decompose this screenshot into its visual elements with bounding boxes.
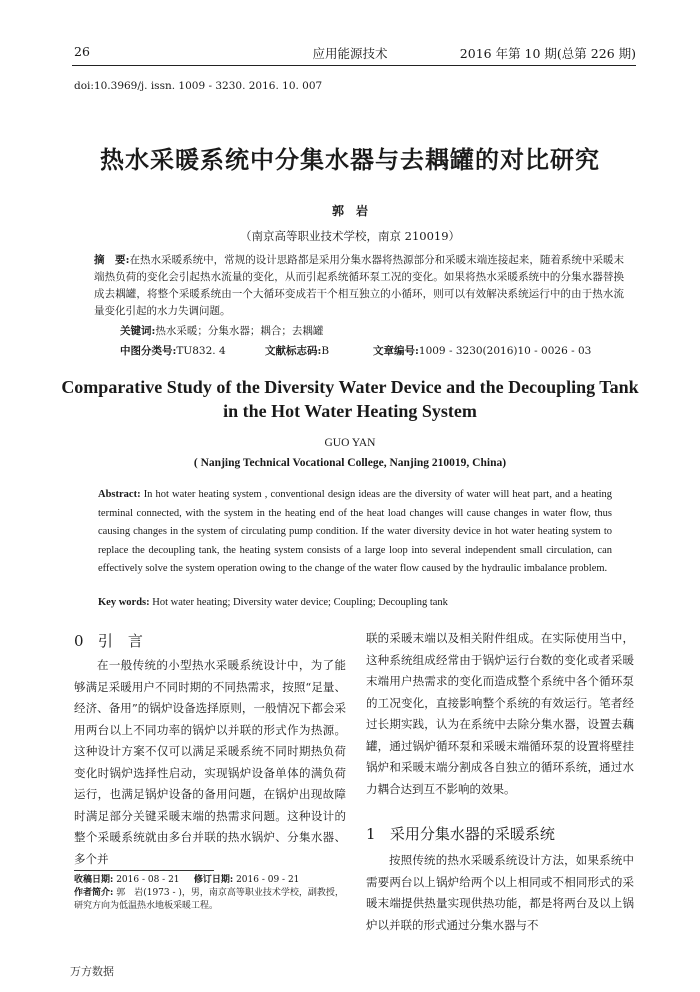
page-number: 26: [74, 44, 90, 59]
body-column-right-2: [366, 850, 634, 936]
abstract-en: [98, 486, 612, 579]
abstract-zh: [94, 252, 624, 320]
clc-label: 中图分类号:: [120, 345, 177, 357]
doc-code-value: B: [321, 345, 330, 357]
author-bio-text: 郭 岩(1973 - )，男，南京高等职业技术学校，副教授，研究方向为低温热水地板采暖工程。: [74, 888, 344, 911]
header-rule: [72, 65, 636, 66]
author-en: GUO YAN: [324, 437, 376, 449]
doi: doi:10.3969/j. issn. 1009 - 3230. 2016. 10. 007: [74, 80, 323, 92]
keywords-en-label: Key words:: [98, 597, 150, 608]
section-0-heading: [74, 630, 143, 651]
body-column-right: [366, 628, 634, 800]
footnote-rule: [74, 870, 214, 871]
journal-name: 应用能源技术: [312, 46, 388, 61]
section-1-heading: [366, 823, 555, 844]
revised-label: 修订日期:: [193, 875, 234, 885]
abstract-zh-label: 摘 要:: [94, 254, 130, 266]
keywords-zh-label: 关键词:: [120, 325, 156, 337]
issue-info: 2016 年第 10 期(总第 226 期): [459, 46, 636, 61]
footnote: [74, 874, 346, 913]
article-no-label: 文章编号:: [373, 345, 419, 357]
abstract-en-text: In hot water heating system , conventional design ideas are the diversity of water will heat part, and a heating terminal connected, with the system in the heating end of the heat load changes will cause changes in water flow, thus causing changes in the system of circulating pump condition. If the water diversity device in hot water heating system to replace the decoupling tank, the heating system consists of a large loop into several independent small circulation, can effectively solve the system operation owing to the change of the water flow caused by the hydraulic imbalance problem.: [98, 489, 612, 574]
received-value: 2016 - 08 - 21: [116, 875, 180, 885]
paper-title-zh: 热水采暖系统中分集水器与去耦罐的对比研究: [100, 145, 600, 174]
body-paragraph: 按照传统的热水采暖系统设计方法，如果系统中需要两台以上锅炉给两个以上相同或不相同形式的采暖末端提供热量实现供热功能，都是将两台及以上锅炉以并联的形式通过分集水器与不: [366, 853, 634, 932]
section-0-number: 0: [74, 632, 84, 650]
keywords-zh-text: 热水采暖；分集水器；耦合；去耦罐: [155, 325, 324, 337]
article-no-value: 1009 - 3230(2016)10 - 0026 - 03: [418, 345, 592, 357]
body-paragraph: 联的采暖末端以及相关附件组成。在实际使用当中，这种系统组成经常由于锅炉运行台数的变化或者采暖末端用户热需求的变化而造成整个系统中各个循环泵的工况变化，直接影响整个系统的有效运行。笔者经过长期实践，认为在系统中去除分集水器，设置去藕罐，通过锅炉循环泵和采暖末端循环泵的设置将壁挂锅炉和采暖末端分割成各自独立的循环系统，通过水力耦合达到互不影响的效果。: [366, 631, 634, 796]
classification-line: [120, 343, 591, 358]
section-1-title: 采用分集水器的采暖系统: [389, 825, 555, 843]
body-column-left: [74, 655, 346, 870]
body-paragraph: 在一般传统的小型热水采暖系统设计中，为了能够满足采暖用户不同时期的不同热需求，按照“足量、经济、备用”的锅炉设备选择原则，一般情况下都会采用两台以上不同功率的锅炉以并联的形式作为热源。这种设计方案不仅可以满足采暖系统不同时期热负荷变化时锅炉选择性启动，实现锅炉设备单体的满负荷运行，也满足锅炉设备的备用问题，在锅炉出现故障时满足部分关键采暖末端的热需求问题。这种设计的整个采暖系统就由多台并联的热水锅炉、分集水器、多个并: [74, 658, 346, 866]
section-1-number: 1: [366, 825, 376, 843]
author-zh: 郭 岩: [331, 204, 368, 218]
keywords-en: [98, 597, 448, 608]
received-label: 收稿日期:: [74, 875, 114, 885]
paper-title-en: Comparative Study of the Diversity Water Device and the Decoupling Tank in the Hot Water Heating System: [61, 377, 639, 421]
section-0-title: 引 言: [97, 632, 143, 650]
author-bio-label: 作者简介:: [74, 888, 114, 898]
abstract-en-label: Abstract:: [98, 489, 141, 500]
keywords-zh: [120, 323, 323, 338]
affiliation-en: ( Nanjing Technical Vocational College, Nanjing 210019, China): [193, 457, 507, 469]
watermark: 万方数据: [70, 965, 114, 978]
doc-code-label: 文献标志码:: [265, 345, 322, 357]
affiliation-zh: （南京高等职业技术学校，南京 210019）: [239, 229, 461, 243]
clc-value: TU832. 4: [176, 345, 226, 357]
abstract-zh-text: 在热水采暖系统中，常规的设计思路都是采用分集水器将热源部分和采暖末端连接起来，随着系统中采暖末端热负荷的变化会引起热水流量的变化，从而引起系统循环泵工况的变化。如果将热水采暖系统中的分集水器替换成去耦罐，将整个采暖系统由一个大循环变成若干个相互独立的小循环，则可以有效解决系统运行中的由于热水流量变化引起的水力失调问题。: [94, 254, 624, 317]
keywords-en-text: Hot water heating; Diversity water device; Coupling; Decoupling tank: [152, 597, 448, 608]
revised-value: 2016 - 09 - 21: [236, 875, 300, 885]
